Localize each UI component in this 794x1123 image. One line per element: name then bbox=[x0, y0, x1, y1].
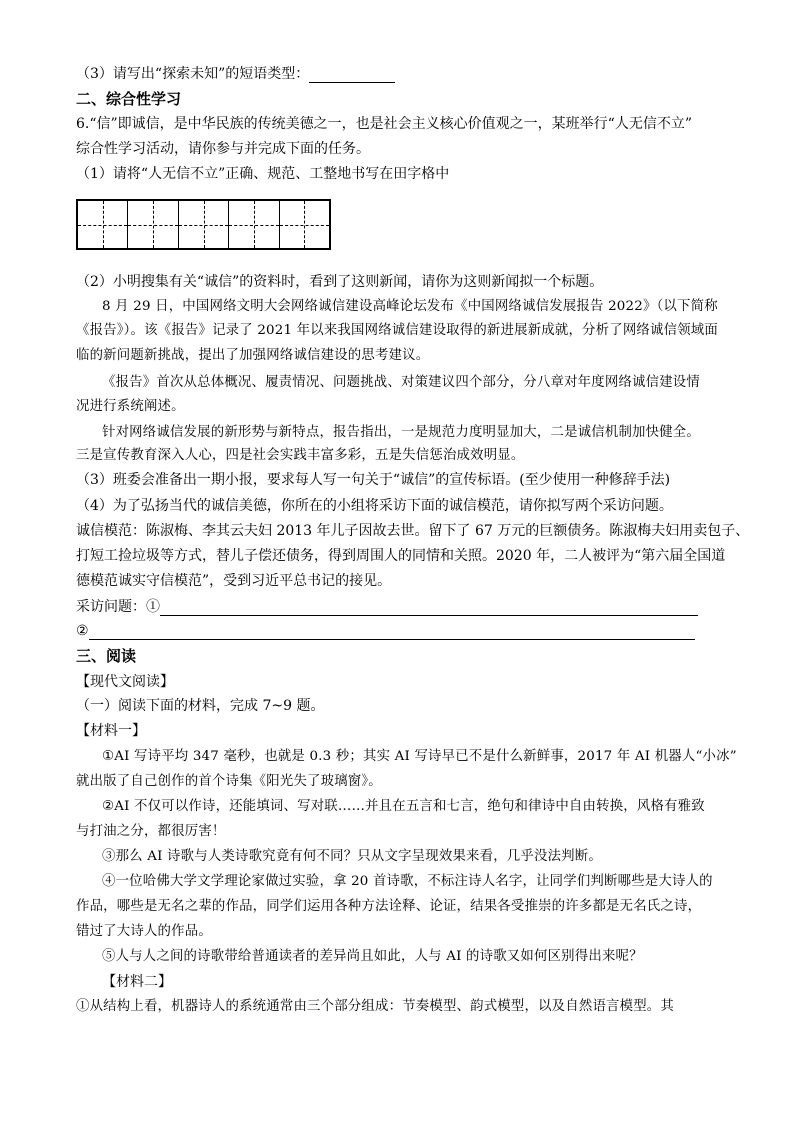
material1-line: 就出版了自己创作的首个诗集《阳光失了玻璃窗》。 bbox=[76, 774, 382, 789]
news-line: 况进行系统阐述。 bbox=[76, 399, 185, 414]
model-line: 打短工捡垃圾等方式，替儿子偿还债务，得到周围人的同情和关照。2020 年，二人被评为“第六届全国道 bbox=[76, 548, 726, 564]
answer-blank[interactable] bbox=[89, 624, 695, 640]
modern-reading-label: 【现代文阅读】 bbox=[76, 674, 174, 690]
tianzige-cell[interactable] bbox=[78, 201, 128, 248]
material1-line: ⑤人与人之间的诗歌带给普通读者的差异尚且如此，人与 AI 的诗歌又如何区别得出来呢？ bbox=[102, 949, 643, 964]
q5-3-line bbox=[76, 65, 395, 83]
material2-title: 【材料二】 bbox=[102, 974, 172, 990]
material1-line: ①AI 写诗平均 347 毫秒，也就是 0.3 秒；其实 AI 写诗早已不是什么新鲜事，2017 年 AI 机器人“小冰” bbox=[102, 749, 737, 764]
interview-line-2 bbox=[76, 622, 695, 640]
section-2-title: 二、综合性学习 bbox=[76, 90, 182, 108]
tianzige-cell[interactable] bbox=[229, 201, 279, 248]
q6-sub2: （2）小明搜集有关“诚信”的资料时，看到了这则新闻，请你为这则新闻拟一个标题。 bbox=[76, 274, 604, 290]
material1-title: 【材料一】 bbox=[76, 723, 146, 739]
news-line: 三是宣传教育深入人心，四是社会实践丰富多彩，五是失信惩治成效明显。 bbox=[76, 448, 525, 463]
news-line: 8 月 29 日，中国网络文明大会网络诚信建设高峰论坛发布《中国网络诚信发展报告 2022》（以下简称 bbox=[102, 299, 718, 314]
tianzige-cell[interactable] bbox=[179, 201, 229, 248]
news-line: 《报告》）。该《报告》记录了 2021 年以来我国网络诚信建设取得的新进展新成就，分析了网络诚信领域面 bbox=[76, 323, 718, 338]
q6-sub1: （1）请将“人无信不立”正确、规范、工整地书写在田字格中 bbox=[76, 166, 450, 182]
interview-label: 采访问题：① bbox=[76, 599, 160, 615]
answer-blank[interactable] bbox=[160, 600, 698, 616]
model-line: 诚信模范：陈淑梅、李其云夫妇 2013 年儿子因故去世。留下了 67 万元的巨额债务。陈淑梅夫妇用卖包子、 bbox=[76, 523, 750, 539]
model-line: 德模范诚实守信模范”，受到习近平总书记的接见。 bbox=[76, 573, 392, 589]
news-line: 临的新问题新挑战，提出了加强网络诚信建设的思考建议。 bbox=[76, 348, 430, 363]
material2-line: ①从结构上看，机器诗人的系统通常由三个部分组成：节奏模型、韵式模型，以及自然语言模型。其 bbox=[76, 999, 674, 1014]
tianzige-cell[interactable] bbox=[280, 201, 329, 248]
q6-sub3: （3）班委会准备出一期小报，要求每人写一句关于“诚信”的宣传标语。(至少使用一种修辞手法) bbox=[76, 472, 671, 488]
material1-line: ④一位哈佛大学文学理论家做过实验，拿 20 首诗歌，不标注诗人名字，让同学们判断哪些是大诗人的 bbox=[102, 874, 713, 889]
answer-blank[interactable] bbox=[309, 67, 395, 83]
q6-intro-2: 综合性学习活动，请你参与并完成下面的任务。 bbox=[76, 141, 370, 157]
news-line: 针对网络诚信发展的新形势与新特点，报告指出，一是规范力度明显加大，二是诚信机制加快健全。 bbox=[102, 425, 700, 440]
material1-line: 错过了大诗人的作品。 bbox=[76, 924, 212, 939]
material1-line: ③那么 AI 诗歌与人类诗歌究竟有何不同？只从文字呈现效果来看，几乎没法判断。 bbox=[102, 849, 602, 864]
reading-part1: （一）阅读下面的材料，完成 7~9 题。 bbox=[76, 698, 325, 714]
interview-label-2: ② bbox=[76, 623, 89, 639]
q5-3-text: （3）请写出“探索未知”的短语类型： bbox=[76, 66, 310, 82]
material1-line: ②AI 不仅可以作诗，还能填词、写对联……并且在五言和七言，绝句和律诗中自由转换，风格有雅致 bbox=[102, 799, 705, 814]
material1-line: 与打油之分，都很厉害！ bbox=[76, 824, 226, 839]
q6-intro-1: 6.“信”即诚信，是中华民族的传统美德之一，也是社会主义核心价值观之一，某班举行“人无信不立” bbox=[76, 116, 692, 132]
tianzige-cell[interactable] bbox=[128, 201, 178, 248]
material1-line: 作品，哪些是无名之辈的作品，同学们运用各种方法诠释、论证，结果各受推崇的许多都是无名氏之诗， bbox=[76, 899, 702, 914]
q6-sub4: （4）为了弘扬当代的诚信美德，你所在的小组将采访下面的诚信模范，请你拟写两个采访问题。 bbox=[76, 498, 673, 514]
interview-line-1 bbox=[76, 598, 698, 616]
news-line: 《报告》首次从总体概况、履责情况、问题挑战、对策建议四个部分，分八章对年度网络诚信建设情 bbox=[102, 375, 700, 390]
tianzige-grid[interactable] bbox=[76, 199, 331, 250]
section-3-title: 三、阅读 bbox=[76, 647, 137, 665]
